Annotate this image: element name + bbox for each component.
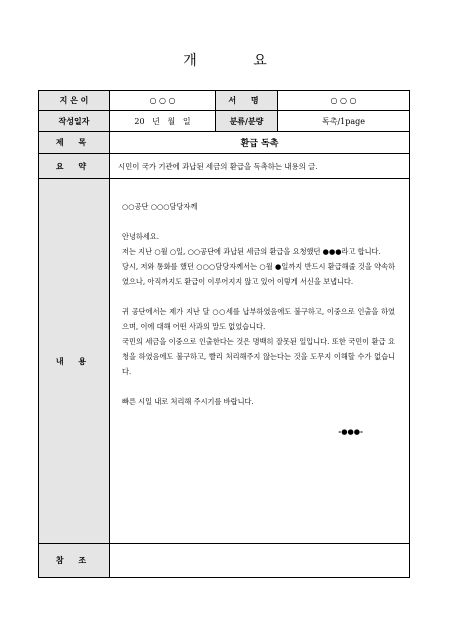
summary-row [39,154,409,179]
subject-label: 제 목 [39,132,109,153]
note-row [39,544,409,577]
writer-value: ○ ○ ○ [277,91,409,110]
category-label: 분류/분량 [215,111,277,131]
letter-paragraph-1: 저는 지난 ○월 ○일, ○○공단에 과납된 세금의 환급을 요청했던 ●●●라고 합니다. [122,247,381,256]
letter-paragraph-3: 귀 공단에서는 제가 지난 달 ○○세를 납부하였음에도 불구하고, 이중으로 인출을 하였으며, 이에 대해 어떤 사과의 말도 없었습니다. [122,307,395,331]
date-row [39,111,409,132]
letter-body [109,179,409,543]
letter-paragraph-4: 국민의 세금을 이중으로 인출한다는 것은 명백히 잘못된 일입니다. 또한 국민이 환급 요청을 하였음에도 불구하고, 빨리 처리해주지 않는다는 것을 도무지 이해할 수가 없습니다. [122,337,395,376]
letter-paragraph-2: 당시, 저와 통화를 했던 ○○○담당자께서는 ○월 ●일까지 반드시 환급해줄 것을 약속하였으나, 아직까지도 환급이 이루어지지 않고 있어 이렇게 서신을 보냅니다. [122,262,395,286]
note-label: 참 조 [39,544,109,577]
date-label: 작성일자 [39,111,109,131]
category-value: 독촉/1page [277,111,409,131]
summary-value: 시민이 국가 기관에 과납된 세금의 환급을 독촉하는 내용의 글. [109,154,409,178]
author-value: ○ ○ ○ [109,91,215,110]
note-value [109,544,409,577]
subject-row [39,132,409,154]
summary-form [38,90,410,578]
letter-recipient: ○○공단 ○○○담당자께 [122,202,198,211]
subject-value: 환급 독촉 [109,132,409,153]
content-row [39,179,409,544]
content-label: 내 용 [39,179,109,543]
page-title: 개 요 [183,53,293,69]
letter-closing: 빠른 시일 내로 처리해 주시기를 바랍니다. [122,397,254,406]
writer-label: 서 명 [215,91,277,110]
date-value: 20 년 월 일 [109,111,215,131]
letter-greeting: 안녕하세요. [122,232,160,241]
author-row [39,91,409,111]
summary-label: 요 약 [39,154,109,178]
author-label: 지 은 이 [39,91,109,110]
letter-signature: -●●●- [338,427,363,436]
